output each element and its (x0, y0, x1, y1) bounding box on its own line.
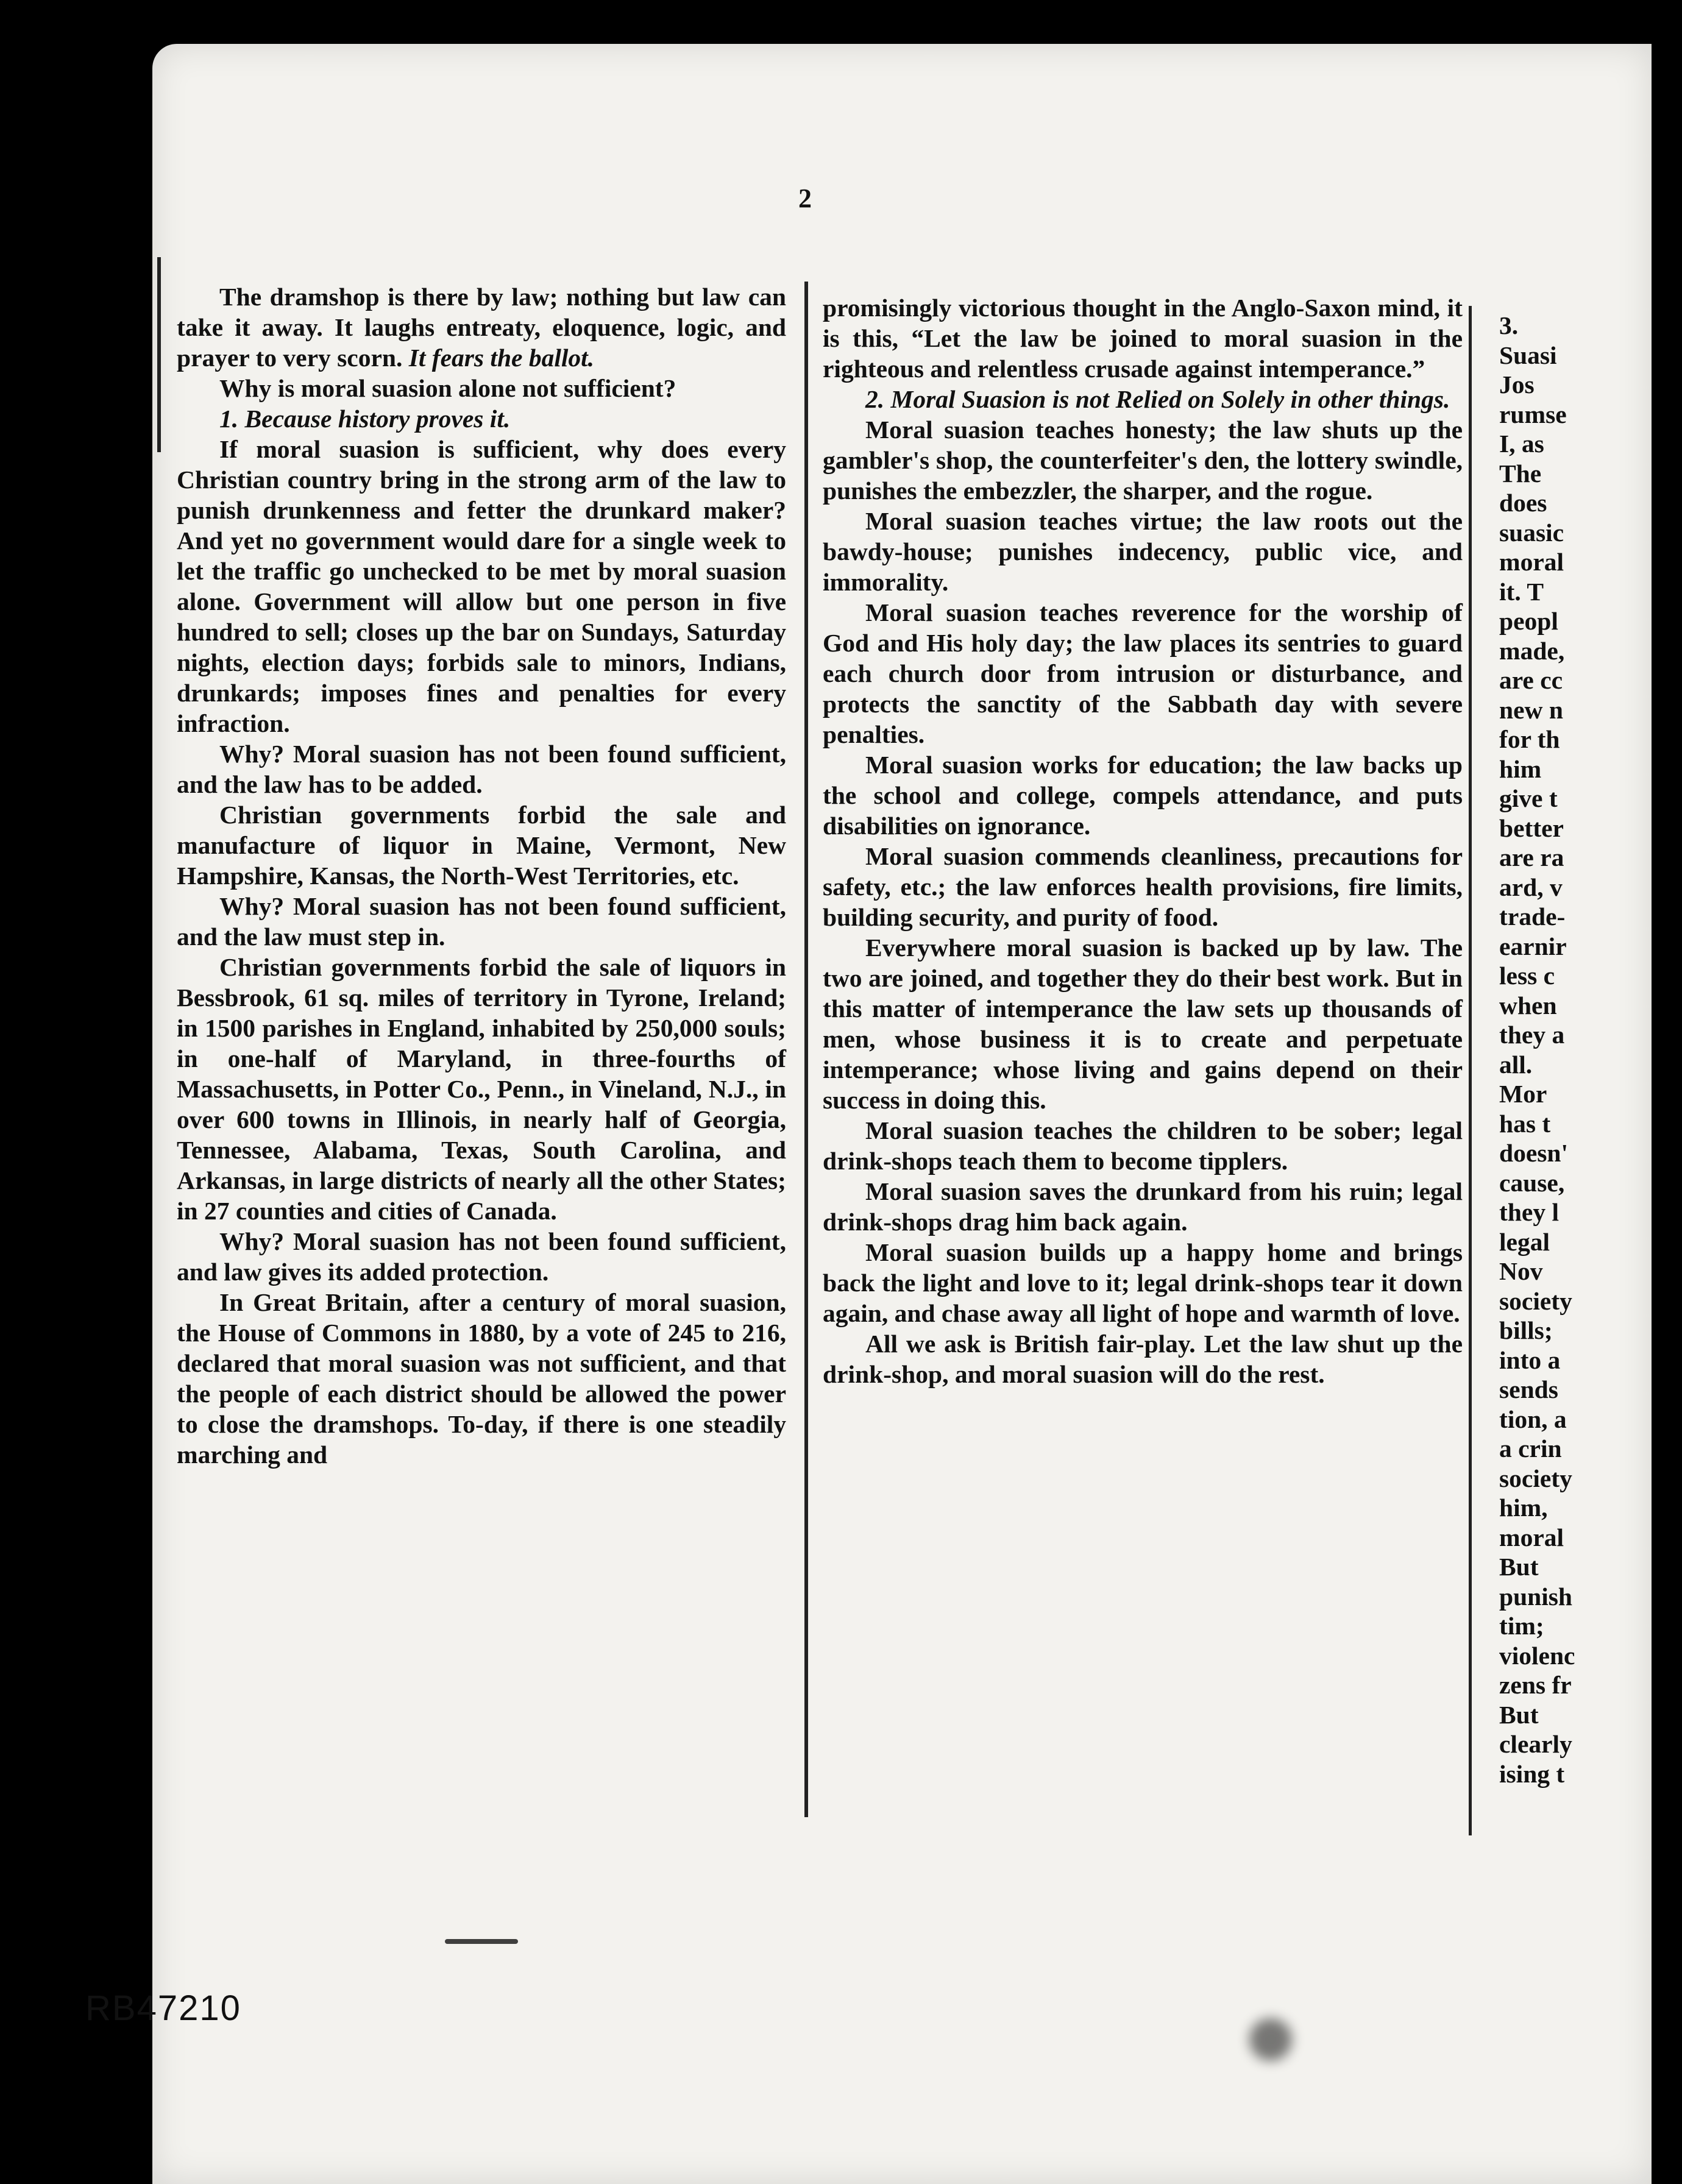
ink-smudge (1249, 2018, 1292, 2061)
column-three-line: society (1499, 1464, 1572, 1492)
column-three-line: are cc (1499, 666, 1563, 694)
column-two (823, 292, 1463, 1389)
column-three-line: made, (1499, 636, 1565, 665)
paragraph: Christian governments forbid the sale of liquors in Bessbrook, 61 sq. miles of territory in Tyrone, Ireland; in 1500 parishes in England, inhabited by 250,000 souls; in one-half of Maryland, in three-fourths of Massachusetts, in Potter Co., Penn., in Vineland, N.J., in over 600 towns in Illinois, in nearly half of Georgia, Tennessee, Alabama, Texas, South Carolina, and Arkansas, in large districts of nearly all the other States; in 27 counties and cities of Canada. (177, 953, 786, 1225)
paragraph: Why? Moral suasion has not been found sufficient, and law gives its added protection. (177, 1227, 786, 1286)
column-three-line: rumse (1499, 400, 1567, 428)
column-three-line: 3. (1499, 311, 1519, 339)
column-three-line: Mor (1499, 1080, 1547, 1108)
right-column-rule (1469, 306, 1472, 1835)
column-three-line: peopl (1499, 607, 1558, 635)
column-three-line: moral (1499, 548, 1564, 576)
column-three-line: are ra (1499, 843, 1564, 871)
column-three-line: I, as (1499, 430, 1544, 458)
column-three-line: society (1499, 1286, 1572, 1315)
column-three-line: tion, a (1499, 1405, 1567, 1433)
paragraph: Moral suasion works for education; the law backs up the school and college, compels attendance, and puts disabilities on ignorance. (823, 751, 1463, 840)
heading-text: 1. Because history proves it. (219, 405, 511, 433)
column-three-line: a crin (1499, 1434, 1562, 1462)
column-three-line: suasic (1499, 518, 1564, 547)
paragraph: Moral suasion saves the drunkard from his ruin; legal drink-shops drag him back again. (823, 1177, 1463, 1236)
column-three-line: for th (1499, 725, 1560, 753)
column-three-line: Suasi (1499, 341, 1557, 369)
column-three-line: moral (1499, 1523, 1564, 1551)
column-three-line: him, (1499, 1494, 1548, 1522)
ink-smudge (445, 1939, 518, 1944)
column-three-line: has t (1499, 1109, 1551, 1138)
column-three-line: give t (1499, 784, 1558, 812)
column-three-line: legal (1499, 1227, 1550, 1256)
paragraph (177, 282, 786, 373)
column-three-line: Jos (1499, 370, 1535, 399)
column-three-line: punish (1499, 1582, 1573, 1611)
paragraph: Moral suasion teaches the children to be sober; legal drink-shops teach them to become tipplers. (823, 1116, 1463, 1175)
heading-text: 2. Moral Suasion is not Relied on Solely in other things. (865, 385, 1450, 413)
column-three-line: him (1499, 754, 1542, 783)
paragraph: If moral suasion is sufficient, why does every Christian country bring in the strong arm of the law to punish drunkenness and fetter the drunkard maker? And yet no government would dare for a single week to let the traffic go unchecked to be met by moral suasion alone. Government will allow but one person in five hundred to sell; closes up the bar on Sundays, Saturday nights, election days; forbids sale to minors, Indians, drunkards; imposes fines and penalties for every infraction. (177, 435, 786, 737)
left-margin-rule (157, 257, 161, 452)
paragraph: Everywhere moral suasion is backed up by law. The two are joined, and together they do their best work. But in this matter of intemperance the law sets up thousands of men, whose business it is to create and perpetuate intemperance; whose living and gains depend on their success in doing this. (823, 934, 1463, 1114)
paragraph: promisingly victorious thought in the Anglo-Saxon mind, it is this, “Let the law be joined to moral suasion in the righteous and relentless crusade against intemperance.” (823, 294, 1463, 383)
column-three-line: into a (1499, 1346, 1561, 1374)
column-three-line: zens fr (1499, 1671, 1572, 1699)
paragraph: Moral suasion teaches virtue; the law roots out the bawdy-house; punishes indecency, public vice, and immorality. (823, 507, 1463, 596)
section-heading (177, 403, 786, 434)
column-three-line: clearly (1499, 1730, 1572, 1758)
column-three-line: ising t (1499, 1759, 1565, 1788)
column-three-line: ard, v (1499, 873, 1563, 901)
catalog-number: RB47210 (85, 1988, 241, 2028)
column-three-line: less c (1499, 962, 1555, 990)
column-rule (804, 282, 808, 1817)
column-three-line: better (1499, 814, 1564, 842)
italic-phrase: It fears the ballot. (408, 344, 595, 372)
column-three-line: The (1499, 459, 1542, 488)
column-three-line: sends (1499, 1375, 1558, 1403)
paragraph: Moral suasion commends cleanliness, precautions for safety, etc.; the law enforces health provisions, fire limits, building security, and purity of food. (823, 842, 1463, 931)
column-three-line: it. T (1499, 577, 1544, 606)
paragraph: All we ask is British fair-play. Let the law shut up the drink-shop, and moral suasion will do the rest. (823, 1330, 1463, 1388)
column-three-fragment (1499, 311, 1682, 1789)
column-three-line: earnir (1499, 932, 1567, 960)
column-three-line: violenc (1499, 1641, 1575, 1670)
column-three-line: doesn' (1499, 1139, 1569, 1167)
column-three-line: they a (1499, 1021, 1565, 1049)
paragraph: In Great Britain, after a century of moral suasion, the House of Commons in 1880, by a vote of 245 to 216, declared that moral suasion was not sufficient, and that the people of each district should be allowed the power to close the dramshops. To-day, if there is one steadily marching and (177, 1288, 786, 1469)
column-three-line: Nov (1499, 1257, 1543, 1285)
column-three-line: tim; (1499, 1612, 1544, 1640)
column-three-line: bills; (1499, 1316, 1553, 1344)
column-three-line: But (1499, 1553, 1539, 1581)
paragraph: Moral suasion teaches honesty; the law shuts up the gambler's shop, the counterfeiter's den, the lottery swindle, punishes the embezzler, the sharper, and the rogue. (823, 416, 1463, 505)
column-three-line: when (1499, 991, 1557, 1019)
paragraph: Christian governments forbid the sale and manufacture of liquor in Maine, Vermont, New Hampshire, Kansas, the North-West Territories, etc. (177, 801, 786, 890)
column-three-line: new n (1499, 695, 1563, 724)
paragraph: Why? Moral suasion has not been found sufficient, and the law must step in. (177, 892, 786, 951)
paragraph: Why is moral suasion alone not sufficient? (219, 374, 676, 402)
page-number: 2 (798, 183, 812, 213)
column-three-line: all. (1499, 1050, 1533, 1079)
column-three-line: they l (1499, 1198, 1559, 1226)
column-three-line: But (1499, 1700, 1539, 1729)
column-three-line: trade- (1499, 902, 1566, 931)
paragraph: Why? Moral suasion has not been found sufficient, and the law has to be added. (177, 740, 786, 798)
section-heading (823, 384, 1463, 414)
column-one (177, 282, 786, 1470)
document-page (85, 44, 1652, 2184)
column-three-line: cause, (1499, 1168, 1565, 1197)
column-three-line: does (1499, 489, 1547, 517)
paragraph: Moral suasion teaches reverence for the worship of God and His holy day; the law places its sentries to guard each church door from intrusion or disturbance, and protects the sanctity of the Sabbath day with severe penalties. (823, 598, 1463, 748)
paragraph: Moral suasion builds up a happy home and brings back the light and love to it; legal drink-shops tear it down again, and chase away all light of hope and warmth of love. (823, 1238, 1463, 1327)
paragraph-text: The dramshop is there by law; nothing but law can take it away. It laughs entreaty, eloquence, logic, and prayer to very scorn. (177, 283, 786, 372)
